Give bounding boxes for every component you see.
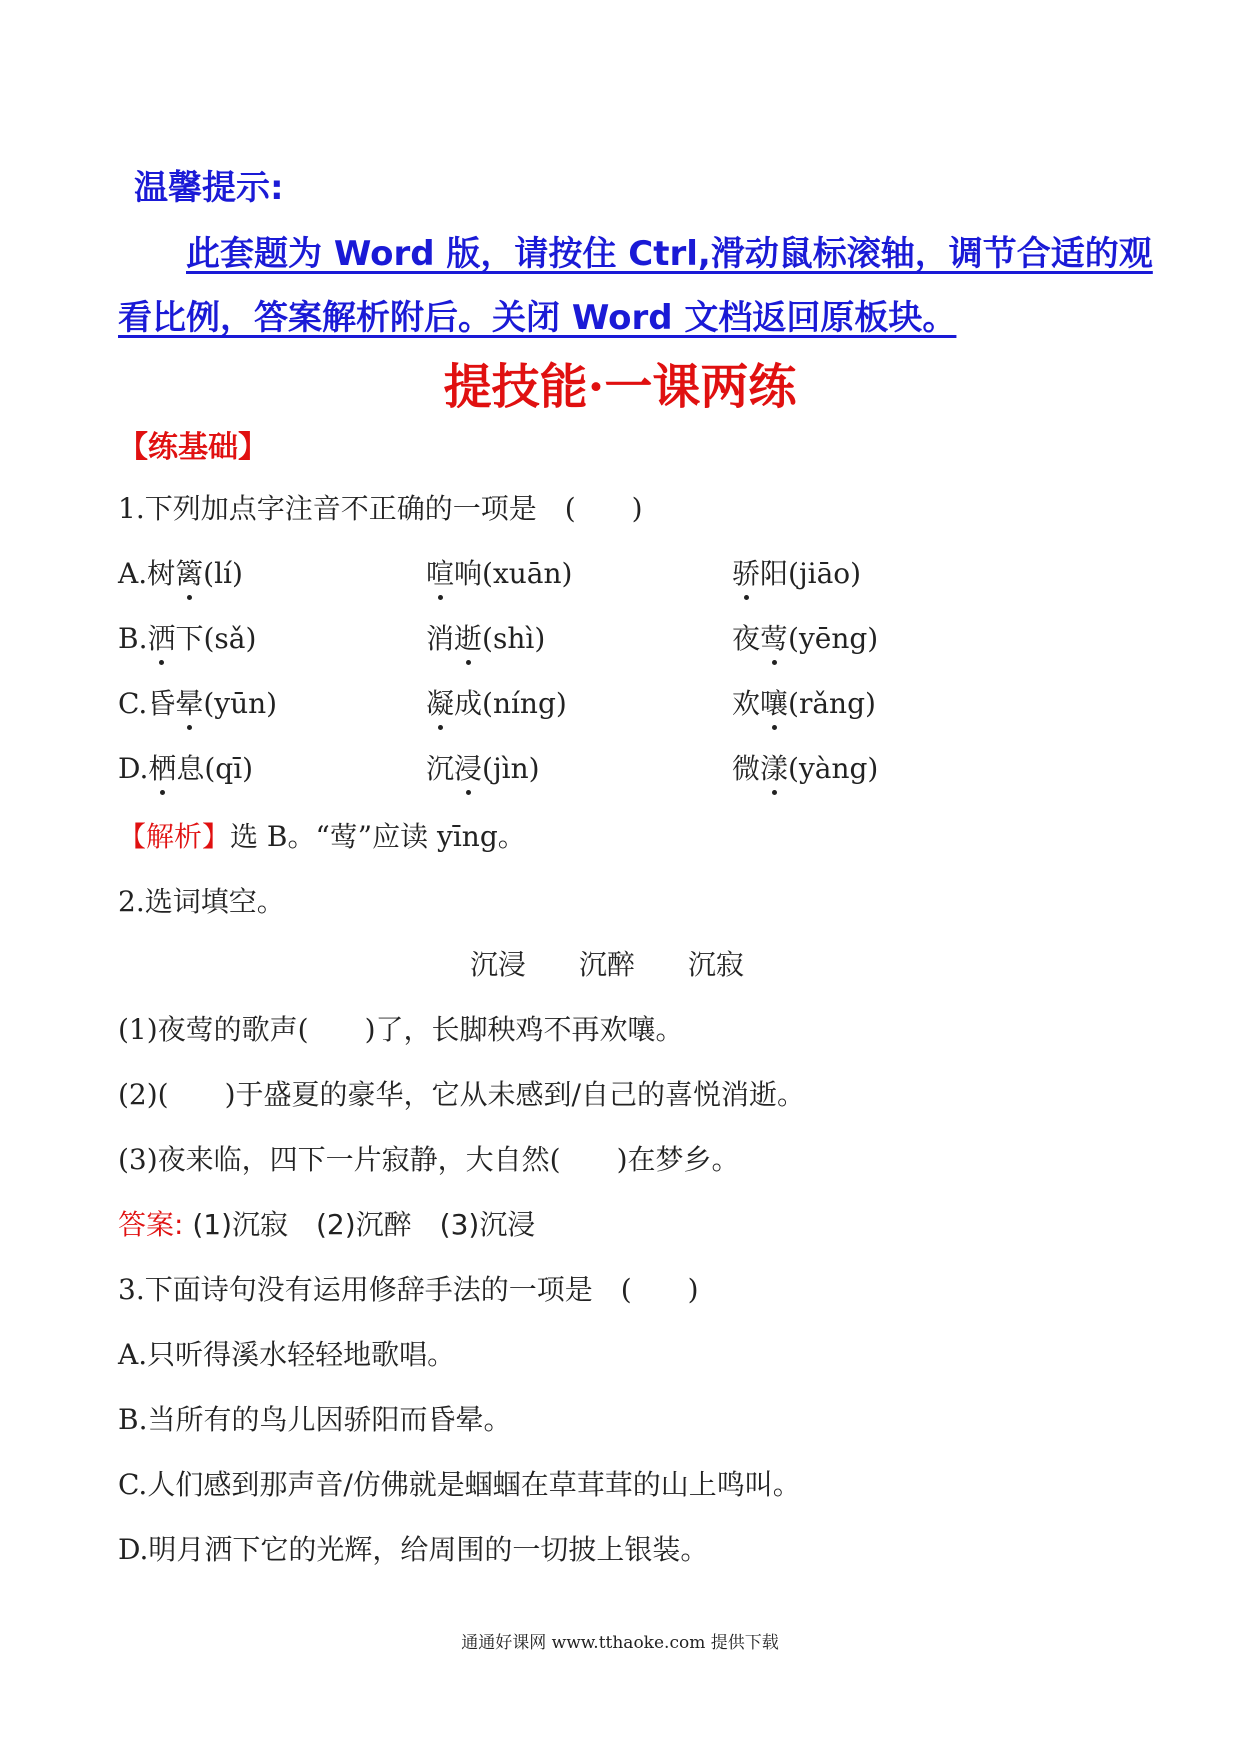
tip-line-2: 看比例，答案解析附后。关闭 Word 文档返回原板块。 xyxy=(118,298,957,338)
option-text-post: 阳(jiāo) xyxy=(760,557,862,590)
dotted-char: 漾 xyxy=(760,747,788,787)
q1-option-cell xyxy=(426,747,540,787)
option-text-pre: 树 xyxy=(147,557,176,590)
answer-label: 答案: xyxy=(118,1208,184,1241)
option-text-post: (yūn) xyxy=(203,687,278,720)
q3-stem: 3.下面诗句没有运用修辞手法的一项是 ( ) xyxy=(118,1273,699,1306)
q1-option-cell xyxy=(118,617,256,657)
option-label: B. xyxy=(118,622,148,655)
q1-option-cell xyxy=(426,617,545,657)
option-text-post: 息(qī) xyxy=(176,752,254,785)
word-option: 沉寂 xyxy=(687,948,744,981)
q2-item: (1)夜莺的歌声( )了，长脚秧鸡不再欢嚷。 xyxy=(118,1013,684,1046)
dotted-char: 骄 xyxy=(732,552,760,592)
option-label: D. xyxy=(118,752,149,785)
q1-option-cell xyxy=(426,552,572,592)
option-label: C. xyxy=(118,687,148,720)
option-text-post: 成(níng) xyxy=(454,687,567,720)
option-label: A. xyxy=(118,557,148,590)
q3-option: A.只听得溪水轻轻地歌唱。 xyxy=(118,1338,456,1371)
q2-answer xyxy=(118,1203,535,1243)
word-option: 沉醉 xyxy=(578,948,635,981)
q3-option: B.当所有的鸟儿因骄阳而昏晕。 xyxy=(118,1403,512,1436)
section-heading: 【练基础】 xyxy=(118,430,268,465)
analysis-label: 【解析】 xyxy=(118,820,231,853)
answer-text: (1)沉寂 (2)沉醉 (3)沉浸 xyxy=(183,1208,536,1241)
q3-option: C.人们感到那声音/仿佛就是蝈蝈在草茸茸的山上鸣叫。 xyxy=(118,1468,801,1501)
dotted-char: 嚷 xyxy=(760,682,788,722)
option-text-pre: 沉 xyxy=(426,752,455,785)
option-text-post: (lí) xyxy=(203,557,243,590)
q1-option-cell xyxy=(118,682,277,722)
dotted-char: 篱 xyxy=(175,552,203,592)
analysis-text: 选 B。“莺”应读 yīng。 xyxy=(230,820,526,853)
q1-option-cell xyxy=(426,682,567,722)
option-text-pre: 夜 xyxy=(732,622,761,655)
option-text-post: 下(sǎ) xyxy=(175,622,257,655)
tip-line-1: 此套题为 Word 版，请按住 Ctrl,滑动鼠标滚轴，调节合适的观 xyxy=(186,234,1153,274)
option-text-post: 响(xuān) xyxy=(454,557,573,590)
q2-item: (2)( )于盛夏的豪华，它从未感到/自己的喜悦消逝。 xyxy=(118,1078,805,1111)
dotted-char: 凝 xyxy=(426,682,454,722)
q2-stem: 2.选词填空。 xyxy=(118,885,285,918)
option-text-pre: 消 xyxy=(426,622,455,655)
tip-title: 温馨提示: xyxy=(134,168,284,208)
option-text-post: (yēng) xyxy=(788,622,879,655)
dotted-char: 喧 xyxy=(426,552,454,592)
footer-text: 通通好课网 www.tthaoke.com 提供下载 xyxy=(461,1633,779,1653)
q2-item: (3)夜来临，四下一片寂静，大自然( )在梦乡。 xyxy=(118,1143,740,1176)
dotted-char: 栖 xyxy=(148,747,176,787)
dotted-char: 莺 xyxy=(760,617,788,657)
q1-option-cell xyxy=(732,682,876,722)
q1-analysis xyxy=(118,815,526,855)
q1-option-cell xyxy=(732,617,878,657)
q2-word-bank xyxy=(448,943,766,983)
q1-stem: 1.下列加点字注音不正确的一项是 ( ) xyxy=(118,492,643,525)
option-text-pre: 欢 xyxy=(732,687,761,720)
option-text-post: (yàng) xyxy=(788,752,879,785)
q3-option: D.明月洒下它的光辉，给周围的一切披上银装。 xyxy=(118,1533,709,1566)
dotted-char: 浸 xyxy=(454,747,482,787)
q1-option-cell xyxy=(732,747,878,787)
option-text-post: (jìn) xyxy=(482,752,540,785)
q1-option-cell xyxy=(118,747,253,787)
option-text-post: (rǎng) xyxy=(788,687,876,720)
dotted-char: 逝 xyxy=(454,617,482,657)
option-text-pre: 微 xyxy=(732,752,761,785)
dotted-char: 晕 xyxy=(175,682,203,722)
option-text-pre: 昏 xyxy=(147,687,176,720)
q1-option-cell xyxy=(732,552,861,592)
main-title: 提技能·一课两练 xyxy=(443,359,797,415)
q1-option-cell xyxy=(118,552,243,592)
word-option: 沉浸 xyxy=(470,948,527,981)
dotted-char: 洒 xyxy=(147,617,175,657)
option-text-post: (shì) xyxy=(482,622,546,655)
